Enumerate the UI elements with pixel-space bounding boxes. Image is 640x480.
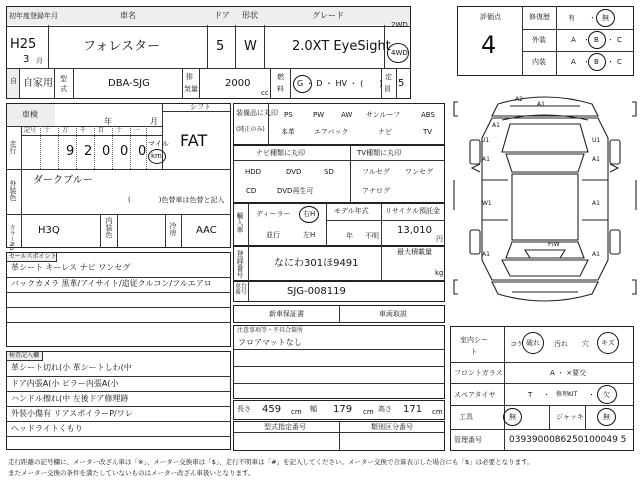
exterior-c: C [617,36,622,44]
equip-aw: AW [341,111,353,119]
tv-analog: アナログ [362,187,390,195]
odo-col-header: 十 [116,127,123,134]
cabin-label: 室内シート [460,336,488,356]
interior-a: A [571,58,576,66]
car-diagram-outline [450,80,640,320]
spare-kit: 修理KIT [556,391,578,398]
odo-unit-mile: マイル [148,140,169,148]
damage-code: A1 [537,101,545,108]
import-dealer: ディーラー [256,210,291,218]
navi-hdd: HDD [245,168,262,176]
damage-code: U1 [592,137,601,144]
car-name: フォレスター [83,39,160,54]
equip-sunroof: サンルーフ [366,111,401,119]
navi-dvd-playback: DVD再生可 [277,187,314,195]
drive-2wd: 2WD [391,21,408,29]
interior-c: C [617,58,622,66]
navi-dvd: DVD [286,168,302,176]
class-label: 類別区分番号 [371,423,413,431]
height: 171 [403,404,423,415]
interior-sep2: ・ [607,58,614,66]
inspection-label: 車検 [22,110,38,119]
attention-text: フロアマットなし [238,338,302,347]
navi-title: ナビ種類に丸印 [256,149,305,157]
odo-col-header: 一 [134,127,141,134]
color-code: H3Q [38,225,60,236]
shape-label: 形状 [242,11,258,20]
length-label: 長さ [237,405,251,413]
equipment-note: (純正のみ) [236,126,265,133]
exterior-sep1: ・ [583,36,590,44]
jack-label: ジャッキ [556,413,584,421]
drive-4wd: 4WD [391,49,408,57]
equip-pw: PW [313,111,325,119]
odo-label: 走行 [9,140,17,154]
width-label: 幅 [310,405,317,413]
use-number-label: 自 [10,77,17,85]
navi-cd: CD [246,187,257,195]
cabin-koge: コゲ [510,340,524,348]
designation-label: 型式指定番号 [264,423,306,431]
damage-code: A1 [592,156,600,163]
fuel-label-b: 料 [277,85,284,93]
damage-code: U1 [481,137,490,144]
cabin-dirt: 汚れ [554,340,568,348]
capacity-label-a: 定 [385,73,392,81]
plate-label: 登録番号 [236,250,244,278]
inspector-note-2: ドア内張A(小 ピラー内張A(小 [11,379,119,388]
damage-code: W1 [482,200,492,207]
tv-title: TV種類に丸印 [357,149,402,157]
damage-code: A1 [492,122,500,129]
reg-year-value: H25 [10,37,37,52]
import-label: 輸入車 [236,212,244,233]
shift: FAT [180,131,208,150]
length: 459 [262,404,282,415]
disp-label-a: 排 [186,73,193,81]
model-year-unknown: 不明 [365,232,379,240]
ac: AAC [196,225,217,236]
fuel-options: G ・ D ・ HV ・ ( ) [297,79,383,88]
height-label: 高さ [378,405,392,413]
max-load-label: 最大積載量 [397,248,432,256]
model-year-label: モデル年式 [334,207,369,215]
reg-year-label: 初年度登録年月 [9,12,58,20]
odo-col-header: 万 [62,127,69,134]
recycle-value: 13,010 [397,225,432,236]
exterior-b: B [594,36,599,44]
ac-label: 冷房 [169,222,177,236]
front-glass-label: フロントガラス [454,369,503,377]
equip-airbag: エアバック [314,128,349,136]
manual-label: 車両取説 [379,310,407,318]
odo-digit: 0 [138,144,147,159]
inspector-note-5: ヘッドライトくもり [11,424,83,433]
fuel-label-a: 燃 [277,73,284,81]
plate: なにわ301ほ9491 [274,258,359,269]
disp-unit: cc [261,89,269,97]
odo-col-header: 十 [44,127,51,134]
doors-label: ドア [214,11,230,20]
height-unit: cm [432,408,443,416]
reg-month-value: 3 [23,54,30,65]
color-change-note: ( )色替車は色替と記入 [128,196,225,204]
car-name-label: 車名 [120,11,136,20]
inspection-year-unit: 年 [104,117,112,126]
color-code-label: カラーNo. [8,224,15,252]
spare-t: T [528,391,533,399]
reg-month-unit: 月 [36,57,43,65]
attention-label: 注意事項等・不具合箇所 [237,327,304,334]
odo-digit: 0 [102,144,111,159]
exterior-color: ダークブルー [33,175,93,186]
repair-option-yes: 有 [568,14,575,22]
equipment-label: 装備品に丸印 [236,109,278,117]
exterior-a: A [571,36,576,44]
tv-fullseg: フルセグ [362,168,390,176]
odo-unit-km: km [151,152,162,160]
equip-abs: ABS [421,111,435,119]
damage-code: A1 [592,200,600,207]
interior-b: B [594,58,599,66]
sales-point-line-2: バックカメラ 黒革/アイサイト/追従クルコン/フルエアロ [11,279,212,288]
use-label: 自家用 [23,78,53,89]
doors: 5 [216,39,225,54]
spare-sep1: ・ [543,391,550,399]
equip-tv: TV [423,128,433,136]
score-label: 評価点 [480,13,501,21]
recycle-label: リサイクル預託金 [385,207,441,215]
footer-line-2: またメーター交換の条件を満たしていないものはメーター改ざん車扱いとなります。 [8,469,255,477]
odo-digit: 9 [66,144,75,159]
recycle-unit: 円 [436,235,443,243]
repair-option-no: 無 [602,14,609,22]
tools-value: 無 [509,413,516,421]
chassis-label: 車台番号 [235,283,248,296]
odo-digit: 0 [120,144,129,159]
shape: W [244,39,257,54]
grade-label: グレード [312,11,344,20]
sales-point-label: セールスポイント [9,253,57,260]
damage-code: A1 [592,251,600,258]
interior-color-label: 内装色 [105,217,113,238]
sales-point-line-1: 革シート キーレス ナビ ワンセグ [11,263,131,272]
capacity-label-b: 員 [384,85,391,93]
spare-missing: 欠 [603,391,610,399]
footer-line-1: 走行距離の記号欄に、メーター改ざん車は「※」、メーター交換車は「$」、走行不明車は「#」を記入してください。メーター交換で合算表示した場合にも「$」は必要となります。 [8,458,534,466]
equip-ps: PS [284,111,293,119]
model-code: DBA-SJG [108,78,150,89]
spare-label: スペアタイヤ [454,391,496,399]
navi-sd: SD [324,168,334,176]
damage-code: A1 [482,156,490,163]
cabin-tear: 破れ [526,339,540,347]
inspection-month-unit: 月 [150,117,158,126]
repair-label: 修復歴 [529,13,550,21]
type-label-a: 型 [60,75,67,83]
mgmt-label: 管理番号 [454,436,482,444]
damage-code: P/W [548,241,560,248]
inspector-note-3: ハンドル擦れ(中 左後ドア修理跡 [11,394,129,403]
mgmt-no: 0393900086250100049 5 [509,435,627,445]
cabin-hole: 穴 [582,340,589,348]
attention-block [233,325,445,399]
shift-label: シフト [190,103,211,111]
jack-value: 無 [603,413,610,421]
car-diagram [450,80,640,320]
model-year-unit: 年 [346,232,353,240]
type-label-b: 式 [60,85,67,93]
front-glass-value: A ・ ×要交 [550,369,587,377]
warranty-label: 新車保証書 [269,310,304,318]
score: 4 [481,31,497,59]
inspector-note-4: 外装小傷有 リアスポイラーP/ワレ [11,409,133,418]
interior-label: 内装 [532,58,546,66]
tools-label: 工具 [459,413,473,421]
import-right-hand: 右H [303,210,316,218]
damage-code: A2 [515,96,523,103]
odo-col-header: 百 [98,127,105,134]
capacity: 5 [398,78,405,89]
exterior-color-label: 外装色 [9,180,17,201]
width: 179 [333,404,353,415]
displacement: 2000 [225,78,251,89]
exterior-label: 外装 [532,36,546,44]
inspector-notes-label: 検査記入欄 [9,352,40,359]
equip-navi: ナビ [378,128,392,136]
cabin-scratch: キズ [601,339,615,347]
repair-sep: ・ [589,14,596,22]
max-load-unit: kg [435,269,444,277]
length-unit: cm [291,408,302,416]
exterior-sep2: ・ [607,36,614,44]
width-unit: cm [363,408,374,416]
import-left-hand: 左H [303,231,316,239]
equip-leather: 本革 [281,128,295,136]
inspector-note-1: 革シート切れ(小 革シートしわ(中 [11,363,132,372]
import-parallel: 並行 [266,231,280,239]
damage-code: A1 [482,251,490,258]
odo-col-header: 記号 [24,127,37,134]
spare-sep2: ・ [588,391,595,399]
disp-label-b: 気量 [184,85,198,93]
interior-sep1: ・ [583,58,590,66]
chassis: SJG-008119 [287,286,346,297]
grade: 2.0XT EyeSight [292,39,391,54]
odo-col-header: 千 [80,127,87,134]
odo-digit: 2 [84,144,93,159]
tv-oneseg: ワンセグ [405,168,433,176]
